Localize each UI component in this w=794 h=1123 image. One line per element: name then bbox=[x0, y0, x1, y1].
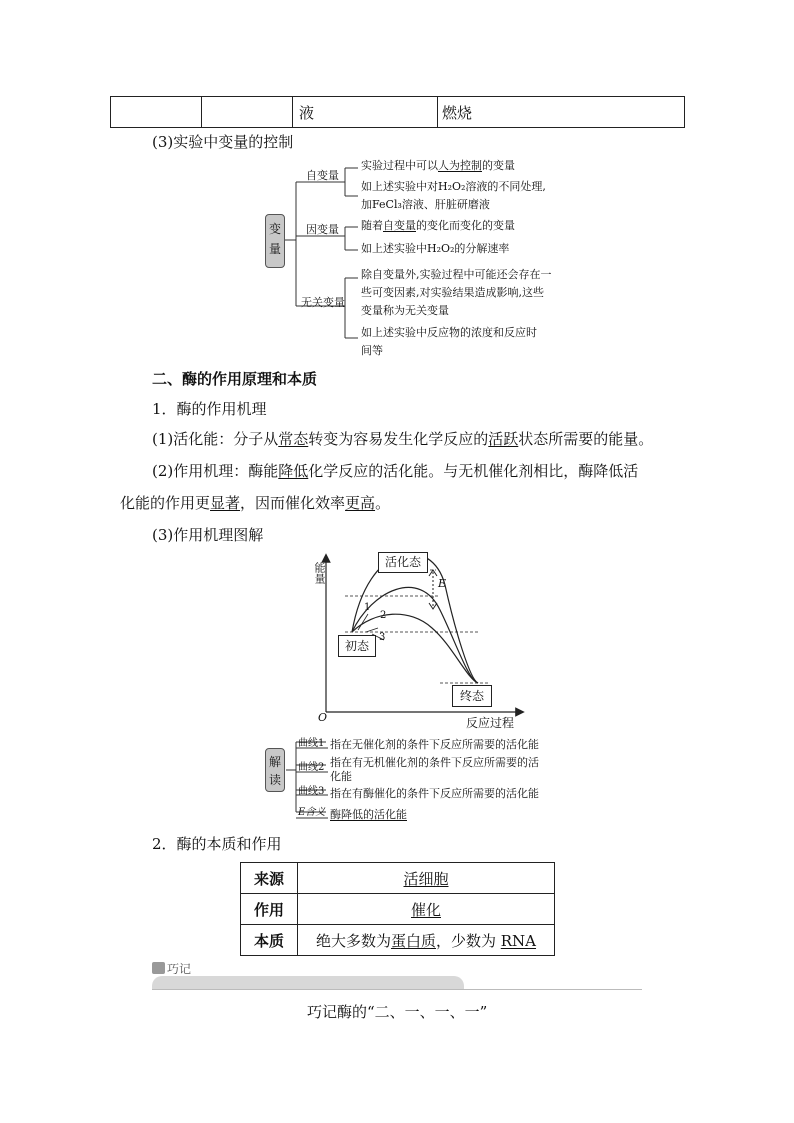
top-table-cell-4: 燃烧 bbox=[438, 97, 685, 128]
nature-value-essence: 绝大多数为蛋白质，少数为 RNA bbox=[298, 925, 555, 956]
table-row bbox=[241, 894, 555, 925]
irrelevant-line-5: 间等 bbox=[361, 344, 383, 357]
interpret-value-2: 指在有无机催化剂的条件下反应所需要的活 bbox=[330, 756, 539, 769]
paragraph-activation-energy: (1)活化能：分子从常态转变为容易发生化学反应的活跃状态所需要的能量。 bbox=[152, 430, 654, 448]
dependent-line-2: 如上述实验中H₂O₂的分解速率 bbox=[361, 242, 510, 255]
interpret-key-4: E含义 bbox=[298, 807, 326, 818]
curve-1-label: 1 bbox=[364, 602, 371, 613]
dependent-line-1: 随着自变量的变化而变化的变量 bbox=[361, 219, 515, 232]
heading-2-1: 1．酶的作用机理 bbox=[152, 400, 267, 418]
nature-table bbox=[240, 862, 555, 956]
irrelevant-label: 无关变量 bbox=[301, 296, 345, 309]
final-state-box: 终态 bbox=[452, 685, 492, 707]
y-axis-label: 能量 bbox=[313, 562, 326, 584]
nature-value-function: 催化 bbox=[298, 894, 555, 925]
origin-label: O bbox=[318, 711, 328, 724]
nature-key-source: 来源 bbox=[241, 863, 298, 894]
interpret-value-2-cont: 化能 bbox=[330, 770, 352, 783]
curve-2-label: 2 bbox=[380, 610, 387, 621]
tip-label: 巧记 bbox=[167, 962, 192, 976]
paragraph-mechanism-line-1: (2)作用机理：酶能降低化学反应的活化能。与无机催化剂相比，酶降低活 bbox=[152, 462, 639, 480]
x-axis-label: 反应过程 bbox=[466, 716, 515, 730]
initial-state-box: 初态 bbox=[338, 635, 376, 657]
heading-2-2: 2．酶的本质和作用 bbox=[152, 835, 282, 853]
curve-3-label: 3 bbox=[379, 632, 386, 643]
e-label: E bbox=[438, 577, 447, 590]
nature-value-source: 活细胞 bbox=[298, 863, 555, 894]
variable-root-char-1: 变 bbox=[268, 222, 281, 236]
independent-line-2: 如上述实验中对H₂O₂溶液的不同处理, bbox=[361, 180, 546, 193]
table-row bbox=[241, 863, 555, 894]
interpret-key-3: 曲线3 bbox=[298, 786, 325, 797]
interpretation-root bbox=[265, 748, 285, 792]
interpret-value-1: 指在无催化剂的条件下反应所需要的活化能 bbox=[330, 738, 539, 751]
interpret-value-3: 指在有酶催化的条件下反应所需要的活化能 bbox=[330, 787, 539, 800]
independent-label: 自变量 bbox=[306, 169, 339, 182]
tip-ribbon bbox=[152, 976, 464, 990]
paragraph-mechanism-line-2: 化能的作用更显著，因而催化效率更高。 bbox=[120, 494, 391, 512]
independent-line-3: 加FeCl₃溶液、肝脏研磨液 bbox=[361, 198, 490, 211]
section-3-title: (3)实验中变量的控制 bbox=[152, 133, 294, 151]
variable-root-char-2: 量 bbox=[268, 242, 281, 256]
irrelevant-line-1: 除自变量外,实验过程中可能还会存在一 bbox=[361, 268, 552, 281]
heading-2: 二、酶的作用原理和本质 bbox=[152, 370, 318, 388]
nature-key-function: 作用 bbox=[241, 894, 298, 925]
independent-line-1: 实验过程中可以人为控制的变量 bbox=[361, 159, 515, 172]
paragraph-diagram-title: (3)作用机理图解 bbox=[152, 526, 264, 544]
dependent-label: 因变量 bbox=[306, 223, 339, 236]
interpret-key-1: 曲线1 bbox=[298, 738, 325, 749]
interpretation-root-char-1: 解 bbox=[268, 755, 281, 769]
top-table-cell-3: 液 bbox=[293, 97, 438, 128]
nature-key-essence: 本质 bbox=[241, 925, 298, 956]
irrelevant-line-2: 些可变因素,对实验结果造成影响,这些 bbox=[361, 286, 544, 299]
irrelevant-line-3: 变量称为无关变量 bbox=[361, 304, 449, 317]
interpretation-root-char-2: 读 bbox=[268, 773, 281, 787]
table-row bbox=[241, 925, 555, 956]
tip-title: 巧记酶的“二、一、一、一” bbox=[307, 1003, 488, 1021]
tip-header bbox=[152, 960, 191, 977]
interpret-key-2: 曲线2 bbox=[298, 762, 325, 773]
irrelevant-line-4: 如上述实验中反应物的浓度和反应时 bbox=[361, 326, 537, 339]
interpret-value-4: 酶降低的活化能 bbox=[330, 808, 407, 821]
activated-state-box: 活化态 bbox=[378, 552, 428, 573]
thumbs-up-icon bbox=[152, 962, 165, 974]
tip-divider bbox=[152, 989, 642, 990]
